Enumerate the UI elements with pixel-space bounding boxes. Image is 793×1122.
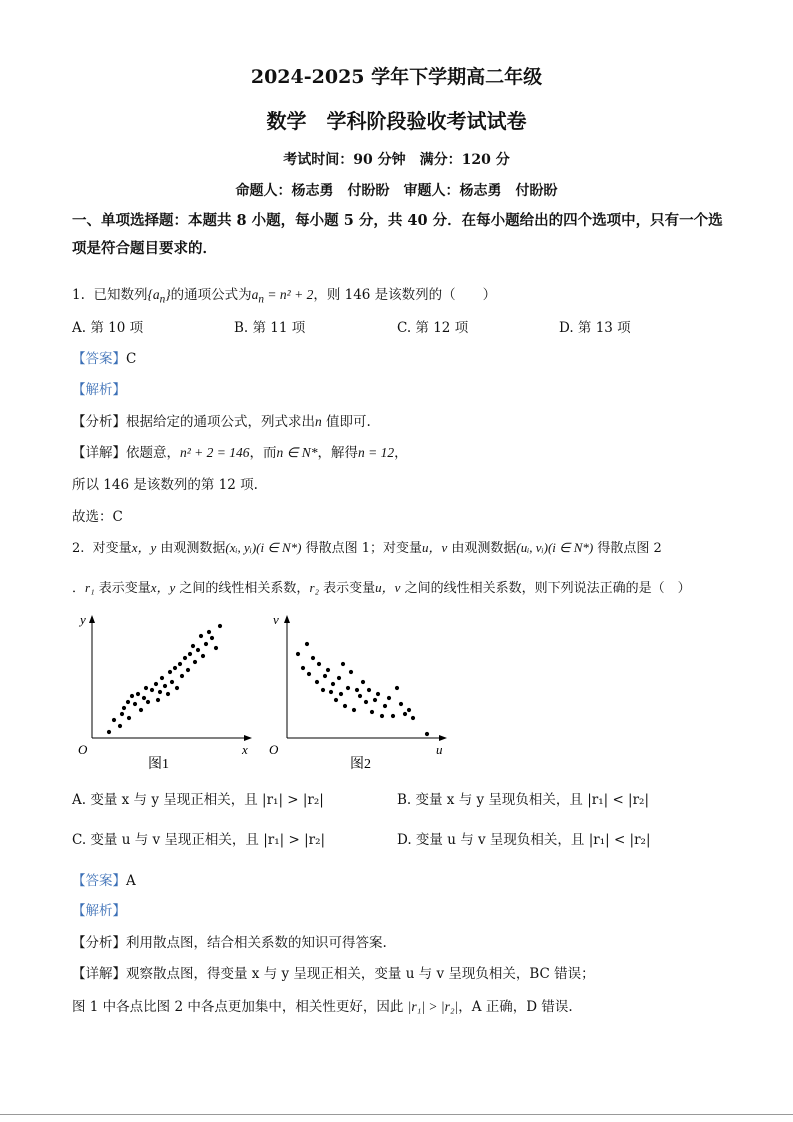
fig1-point: [188, 652, 192, 656]
fig1-y-arrow: [89, 615, 95, 623]
fig2-point: [326, 668, 330, 672]
q1-detail: 【详解】依题意，n² + 2 = 146，而n ∈ N*，解得n = 12，: [72, 445, 408, 461]
fig2-point: [334, 698, 338, 702]
q1-option-b: B. 第 11 项: [234, 320, 306, 336]
q2-analysis-tag: 【解析】: [72, 903, 126, 919]
q1-fenxi: 【分析】根据给定的通项公式，列式求出n 值即可.: [72, 414, 371, 430]
fig1-point: [218, 624, 222, 628]
fig1-point: [173, 666, 177, 670]
exam-subtitle: 数学 学科阶段验收考试试卷: [266, 109, 527, 133]
fig2-point: [373, 698, 377, 702]
fig2-point: [315, 680, 319, 684]
q1-sequence: $\{a_n\}$: [147, 287, 171, 306]
fig2-point: [361, 680, 365, 684]
fig2-point: [358, 694, 362, 698]
q1-conclusion: 所以 146 是该数列的第 12 项.: [72, 477, 258, 493]
fig1-point: [204, 642, 208, 646]
fig2-point: [305, 642, 309, 646]
fig2-point: [411, 716, 415, 720]
fig2-point: [387, 696, 391, 700]
fig2-point: [370, 710, 374, 714]
fig2-origin: O: [269, 742, 279, 757]
q2-option-b: B. 变量 x 与 y 呈现负相关，且 |r₁| < |r₂|: [397, 792, 650, 808]
fig2-point: [425, 732, 429, 736]
fig2-point: [399, 702, 403, 706]
fig2-point: [403, 712, 407, 716]
q1-option-a: A. 第 10 项: [72, 320, 144, 336]
fig1-point: [154, 682, 158, 686]
q2-fenxi: 【分析】利用散点图，结合相关系数的知识可得答案.: [72, 935, 387, 951]
fig1-point: [168, 670, 172, 674]
fig1-point: [144, 686, 148, 690]
fig2-point: [355, 688, 359, 692]
fig2-y-arrow: [284, 615, 290, 623]
fig1-point: [146, 700, 150, 704]
fig1-point: [196, 648, 200, 652]
q1-stem: 1. 已知数列$\{a_n\}$的通项公式为$a_n = n^2 + 2$，则 146 是该数列的（ ）: [72, 287, 497, 306]
fig1-x-arrow: [244, 735, 252, 741]
fig1-point: [130, 694, 134, 698]
fig1-point: [120, 712, 124, 716]
fig1-point: [207, 630, 211, 634]
fig2-point: [376, 692, 380, 696]
fig2-point: [311, 656, 315, 660]
fig2-ylabel: v: [273, 612, 279, 627]
fig1-point: [139, 708, 143, 712]
exam-info: 考试时间：90 分钟 满分：120 分: [283, 152, 510, 168]
fig1-point: [214, 646, 218, 650]
fig2-point: [352, 708, 356, 712]
q2-stem-line1: 2. 对变量x，y 由观测数据(xᵢ, yᵢ)(i ∈ N*) 得散点图 1；对变量u，v 由观测数据(uᵢ, vᵢ)(i ∈ N*) 得散点图 2: [72, 540, 662, 556]
fig1-point: [186, 668, 190, 672]
fig2-point: [331, 682, 335, 686]
fig2-xlabel: u: [436, 742, 443, 757]
q1-answer: 【答案】C: [72, 351, 137, 367]
fig1-point: [180, 674, 184, 678]
q2-option-c: C. 变量 u 与 v 呈现正相关，且 |r₁| > |r₂|: [72, 832, 326, 848]
section-heading: 一、单项选择题：本题共 8 小题，每小题 5 分，共 40 分．在每小题给出的四个选项中，只有一个选项是符合题目要求的．: [72, 212, 723, 257]
fig2-point: [346, 686, 350, 690]
q1-option-c: C. 第 12 项: [397, 320, 469, 336]
fig1-point: [107, 730, 111, 734]
q2-option-a: A. 变量 x 与 y 呈现正相关，且 |r₁| > |r₂|: [72, 792, 324, 808]
fig1-point: [150, 688, 154, 692]
q1-option-d: D. 第 13 项: [559, 320, 631, 336]
fig2-point: [307, 672, 311, 676]
q2-stem-line2: ．r₁ 表示变量x，y 之间的线性相关系数，r₂ 表示变量u，v 之间的线性相关系数，则下列说法正确的是（ ）: [72, 580, 691, 596]
q2-option-d: D. 变量 u 与 v 呈现负相关，且 |r₁| < |r₂|: [397, 832, 651, 848]
fig1-point: [193, 660, 197, 664]
fig1-xlabel: x: [242, 742, 248, 757]
fig1-point: [142, 696, 146, 700]
fig1-point: [160, 676, 164, 680]
fig2-point: [364, 700, 368, 704]
fig2-point: [301, 666, 305, 670]
fig1-point: [112, 718, 116, 722]
fig2-point: [341, 662, 345, 666]
scatter-figure-1: [72, 606, 262, 776]
fig1-point: [156, 698, 160, 702]
page-bottom-rule: [0, 1114, 793, 1115]
fig1-point: [126, 700, 130, 704]
fig2-point: [407, 708, 411, 712]
fig1-point: [201, 654, 205, 658]
fig2-point: [395, 686, 399, 690]
q1-analysis-tag: 【解析】: [72, 382, 126, 398]
fig1-point: [191, 644, 195, 648]
fig1-point: [178, 662, 182, 666]
fig2-point: [380, 714, 384, 718]
fig2-point: [367, 688, 371, 692]
fig1-caption: 图1: [148, 757, 169, 772]
q1-formula: $a_n = n^2 + 2$: [251, 287, 314, 306]
fig2-x-arrow: [439, 735, 447, 741]
q2-detail: 【详解】观察散点图，得变量 x 与 y 呈现正相关，变量 u 与 v 呈现负相关，BC 错误；: [72, 966, 595, 982]
fig2-point: [343, 704, 347, 708]
q2-detail2: 图 1 中各点比图 2 中各点更加集中，相关性更好，因此 |r₁| > |r₂|，A 正确，D 错误.: [72, 999, 573, 1015]
fig1-point: [127, 716, 131, 720]
fig1-point: [163, 684, 167, 688]
fig1-point: [118, 724, 122, 728]
fig2-point: [329, 690, 333, 694]
fig1-point: [175, 686, 179, 690]
fig2-point: [321, 688, 325, 692]
fig1-point: [122, 706, 126, 710]
fig2-point: [339, 692, 343, 696]
fig1-point: [158, 690, 162, 694]
fig1-points: [107, 624, 222, 734]
fig1-point: [133, 702, 137, 706]
fig2-point: [296, 652, 300, 656]
fig1-point: [166, 692, 170, 696]
fig2-caption: 图2: [350, 757, 371, 772]
q2-answer: 【答案】A: [72, 873, 136, 889]
fig2-point: [391, 714, 395, 718]
fig1-point: [136, 692, 140, 696]
fig2-point: [383, 704, 387, 708]
exam-authors: 命题人：杨志勇 付盼盼 审题人：杨志勇 付盼盼: [235, 183, 558, 199]
fig2-point: [337, 676, 341, 680]
fig2-point: [349, 670, 353, 674]
fig1-point: [170, 680, 174, 684]
fig1-point: [210, 636, 214, 640]
q1-choose: 故选：C: [72, 509, 123, 525]
fig1-point: [183, 656, 187, 660]
fig1-point: [199, 634, 203, 638]
fig1-ylabel: y: [80, 612, 86, 627]
fig2-point: [317, 662, 321, 666]
exam-title: 2024-2025 学年下学期高二年级: [250, 66, 543, 88]
fig1-origin: O: [78, 742, 88, 757]
fig2-point: [323, 674, 327, 678]
scatter-figure-2: [265, 606, 465, 776]
fig2-points: [296, 642, 429, 736]
